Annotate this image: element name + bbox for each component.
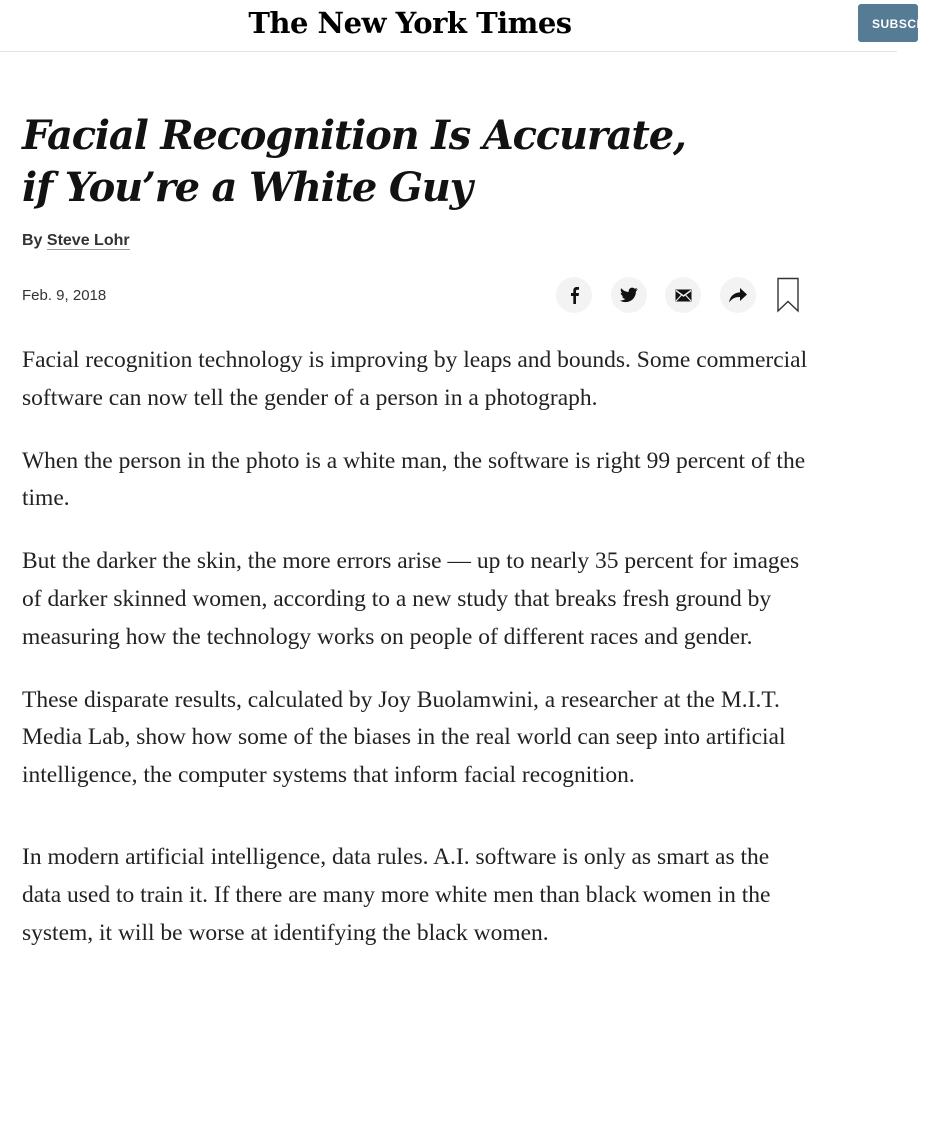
twitter-icon [620,287,638,303]
paragraph: But the darker the skin, the more errors arise — up to nearly 35 percent for images of darker skinned women, according to a new study that breaks fresh ground by measuring how the technology works on people of different races and gender. [22,548,800,650]
byline-prefix: By [22,232,47,249]
email-share-button[interactable] [665,277,701,313]
paragraph: When the person in the photo is a white man, the software is right 99 percent of the time. [22,447,806,512]
subscribe-button[interactable]: SUBSCRIBE [858,4,918,42]
facebook-share-button[interactable] [556,277,592,313]
article-body [22,342,812,977]
author-link[interactable]: Steve Lohr [46,232,130,249]
headline-line-1: Facial Recognition Is Accurate, [22,112,686,159]
share-icon [729,288,747,303]
publish-date: Feb. 9, 2018 [22,287,107,304]
article-headline [22,110,722,214]
facebook-icon [567,286,581,304]
paragraph: These disparate results, calculated by Joy Buolamwini, a researcher at the M.I.T. Media Lab, show how some of the biases in the real world can seep into artificial intelligence, the computer systems that inform facial recognition. [22,686,786,789]
email-icon [675,289,692,302]
masthead [0,0,947,52]
nyt-logo[interactable]: The New York Times [248,6,572,40]
byline [22,232,130,250]
twitter-share-button[interactable] [611,277,647,313]
bookmark-icon [776,277,800,313]
paragraph: In modern artificial intelligence, data rules. A.I. software is only as smart as the data used to train it. If there are many more white men than black women in the system, it will be worse at identifying the black women. [22,843,771,946]
headline-line-2: if You’re a White Guy [22,164,472,211]
save-bookmark-button[interactable] [776,277,800,313]
more-share-button[interactable] [720,277,756,313]
paragraph: Facial recognition technology is improving by leaps and bounds. Some commercial software can now tell the gender of a person in a photograph. [22,347,808,411]
